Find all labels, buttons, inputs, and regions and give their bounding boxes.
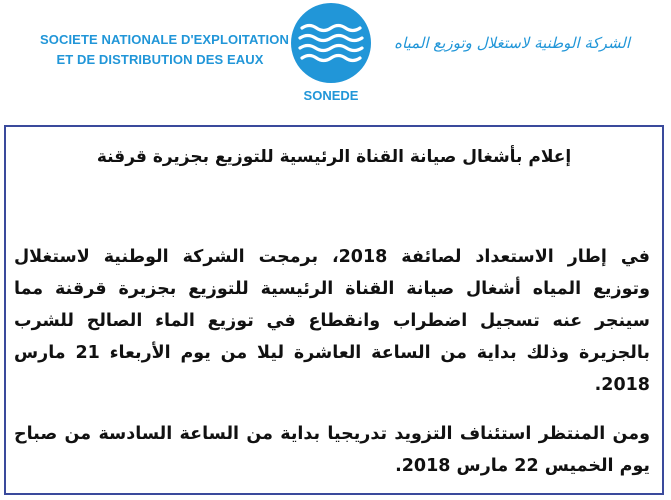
company-name-arabic: الشركة الوطنية لاستغلال وتوزيع المياه (394, 34, 630, 52)
notice-paragraph-1: في إطار الاستعداد لصائفة 2018، برمجت الشركة الوطنية لاستغلال وتوزيع المياه أشغال صيانة القناة الرئيسية للتوزيع بجزيرة قرقنة مما سينجر عنه تسجيل اضطراب وانقطاع في توزيع الماء الصالح للشرب بالجزيرة وذلك بداية من الساعة العاشرة ليلا من يوم الأربعاء 21 مارس 2018. (14, 247, 650, 395)
company-name-french-line2: ET DE DISTRIBUTION DES EAUX (56, 52, 264, 67)
logo-text: SONEDE (303, 88, 359, 103)
company-name-french-line1: SOCIETE NATIONALE D'EXPLOITATION (40, 32, 289, 47)
letterhead (0, 0, 671, 118)
notice-paragraph-2: ومن المنتظر استئناف التزويد تدريجيا بداية من الساعة السادسة من صباح يوم الخميس 22 مارس 2018. (14, 424, 650, 476)
notice-frame (4, 125, 664, 495)
company-name-french (40, 30, 289, 70)
notice-title: إعلام بأشغال صيانة القناة الرئيسية للتوزيع بجزيرة قرقنة (96, 147, 572, 167)
sonede-logo (290, 2, 372, 106)
